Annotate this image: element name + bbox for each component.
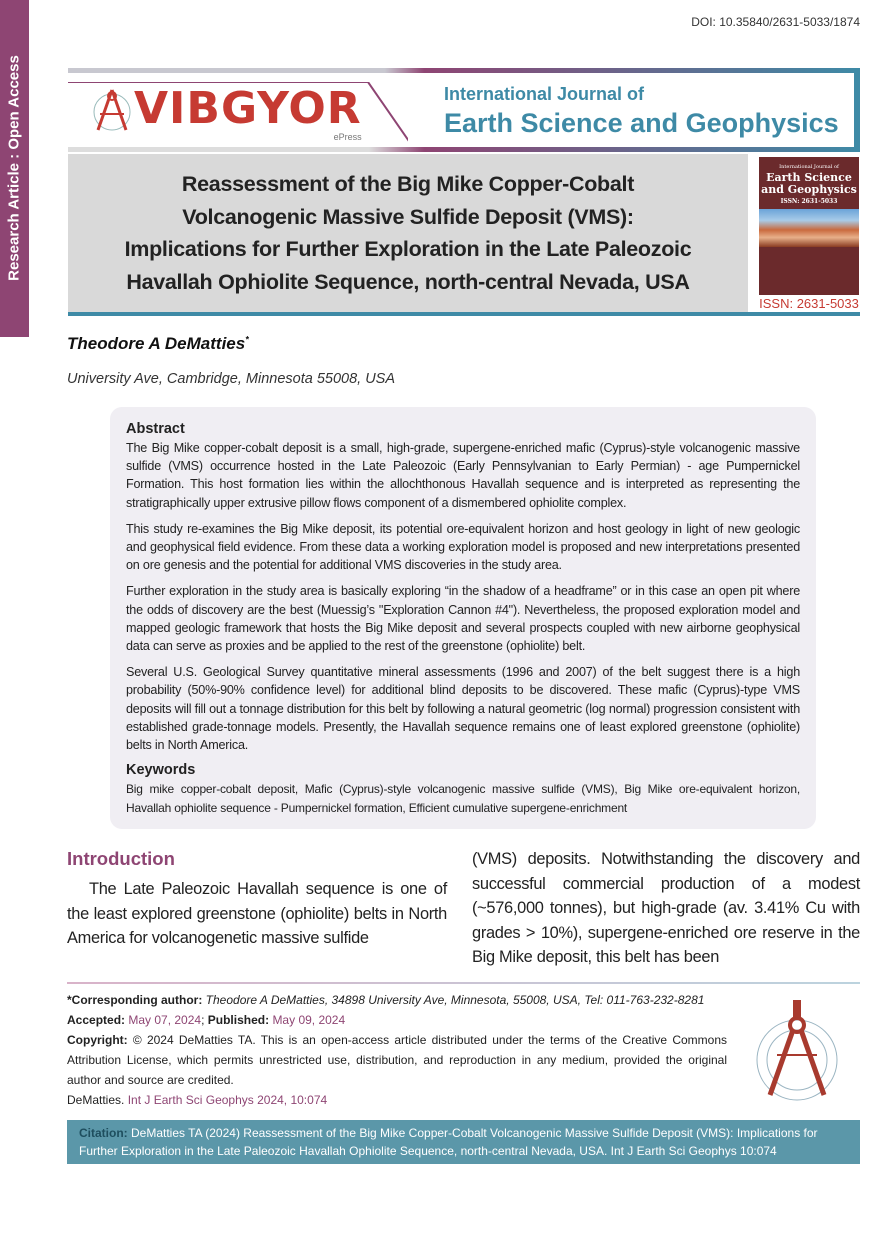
abstract-paragraph: This study re-examines the Big Mike deposit, its potential ore-equivalent horizon and host geology in light of new geologic and geophysical field evidence. From these data a working exploration model is proposed and new interpretations presented on ore genesis and the potential for additional VMS discoveries in the study area. xyxy=(126,521,800,573)
author-name xyxy=(67,334,249,354)
intro-column-1: The Late Paleozoic Havallah sequence is one of the least explored greenstone (ophiolite) belts in North America for volcanogenetic massive sulfide xyxy=(67,880,447,948)
dates: Accepted: May 07, 2024; Published: May 09, 2024 xyxy=(67,1012,346,1027)
cover-photo xyxy=(759,209,859,247)
publisher-sub: ePress xyxy=(333,132,362,142)
compass-logo-icon xyxy=(752,1000,842,1110)
compass-icon xyxy=(90,86,134,134)
header-top-line xyxy=(68,68,860,73)
doi[interactable]: DOI: 10.35840/2631-5033/1874 xyxy=(691,15,860,29)
copyright xyxy=(67,1030,727,1090)
title-line: Havallah Ophiolite Sequence, north-central Nevada, USA xyxy=(126,269,690,294)
journal-header xyxy=(68,68,860,152)
page-body xyxy=(67,407,860,1164)
introduction-heading: Introduction xyxy=(67,848,175,870)
publisher-name: VIBGYOR xyxy=(134,83,362,134)
article-title xyxy=(68,168,748,298)
intro-column-2: (VMS) deposits. Notwithstanding the discovery and successful commercial production of a modest (~576,000 tonnes), but high-grade (av. 3.41% Cu with grades > 10%), supergene-enriched ore reserve in the Big Mike deposit, this belt has been xyxy=(472,850,860,967)
abstract-paragraph: Several U.S. Geological Survey quantitative mineral assessments (1996 and 2007) of the belt suggest there is a high probability (50%-90% confidence level) for additional blind deposits to be discovered. These mafic (Cyprus)-type VMS deposits will fill out a tonnage distribution for this belt by following a natural geometric (log normal) progression consistent with established grade-tonnage models. Presently, the Havallah sequence remains one of least explored greenstone (ophiolite) belts in North America. xyxy=(126,665,800,753)
journal-name-line1: International Journal of xyxy=(444,84,645,104)
footer-info xyxy=(67,990,727,1110)
title-underline xyxy=(68,312,860,316)
accepted-date: May 07, 2024 xyxy=(128,1012,202,1027)
copyright-text: © 2024 DeMatties TA. This is an open-access article distributed under the terms of the Creative Commons Attribution License, which permits unrestricted use, distribution, and reproduction in any medium, provided the original author and source are credited. xyxy=(67,1032,727,1087)
keywords-heading: Keywords xyxy=(126,762,196,779)
citation-bar xyxy=(67,1120,860,1164)
short-author: DeMatties. xyxy=(67,1092,125,1107)
published-date: May 09, 2024 xyxy=(272,1012,346,1027)
article-type-label: Research Article : Open Access xyxy=(5,55,23,281)
cover-line3: ISSN: 2631-5033 xyxy=(780,198,838,205)
corr-text: Theodore A DeMatties, 34898 University Ave, Minnesota, 55008, USA, Tel: 011-763-232-8281 xyxy=(205,992,705,1007)
footer xyxy=(67,990,860,1110)
introduction-section xyxy=(67,847,860,970)
title-line: Reassessment of the Big Mike Copper-Cobalt xyxy=(181,172,635,196)
short-ref[interactable]: Int J Earth Sci Geophys 2024, 10:074 xyxy=(127,1092,328,1107)
journal-cover-image xyxy=(759,157,859,295)
publisher-wordmark xyxy=(134,83,362,143)
journal-name-line2: Earth Science and Geophysics xyxy=(444,108,839,138)
corr-label: *Corresponding author: xyxy=(67,992,203,1007)
author-mark: * xyxy=(245,334,249,345)
intro-left xyxy=(67,847,447,970)
published-label: Published: xyxy=(207,1012,270,1027)
cover-line2: Earth Science and Geophysics xyxy=(761,171,857,196)
footer-divider xyxy=(67,982,860,984)
author-affiliation: University Ave, Cambridge, Minnesota 55008, USA xyxy=(67,371,396,387)
header-right-edge xyxy=(854,68,860,152)
publisher-logo xyxy=(90,83,362,143)
abstract-paragraph: The Big Mike copper-cobalt deposit is a small, high-grade, supergene-enriched mafic (Cyprus)-style volcanogenic massive sulfide (VMS) occurrence hosted in the Late Paleozoic (Early Pennsylvanian to Early Permian) - age Pumpernickel Formation. This host formation lies within the allochthonous Havallah sequence and is interpreted as representing the stratigraphically upper extrusive pillow flows component of a dismembered ophiolite complex. xyxy=(126,441,800,510)
title-line: Implications for Further Exploration in the Late Paleozoic xyxy=(124,237,692,261)
article-type-sidebar xyxy=(0,0,29,337)
corresponding-author xyxy=(67,990,727,1010)
header-bottom-line xyxy=(68,147,860,152)
title-line: Volcanogenic Massive Sulfide Deposit (VMS): xyxy=(182,204,634,229)
abstract-heading: Abstract xyxy=(126,421,185,437)
citation-label: Citation: xyxy=(79,1125,128,1140)
abstract-paragraph: Further exploration in the study area is basically exploring “in the shadow of a headframe” or in this case an open pit where the odds of discovery are the best (Muessig’s "Exploration Cannon #4"). Nevertheless, the proposed exploration model and mapped geologic framework that hosts the Big Mike deposit and several prospects coupled with new airborne geophysical data can serve as proxies and be applied to the rest of the greenstone (ophiolite) belt. xyxy=(126,584,800,654)
abstract-box xyxy=(110,407,816,829)
keywords: Big mike copper-cobalt deposit, Mafic (Cyprus)-style volcanogenic massive sulfide (VMS), Big Mike ore-equivalent horizon, Havallah ophiolite sequence - Pumpernickel formation, Efficient cumulative supergene-enrichment xyxy=(126,782,800,815)
issn: ISSN: 2631-5033 xyxy=(759,296,859,311)
copyright-label: Copyright: xyxy=(67,1032,128,1047)
author-name-text: Theodore A DeMatties xyxy=(67,334,246,353)
citation-text: DeMatties TA (2024) Reassessment of the Big Mike Copper-Cobalt Volcanogenic Massive Sulfide Deposit (VMS): Implications for Further Exploration in the Late Paleozoic Havallah Ophiolite Sequence, north-central Nevada, USA. Int J Earth Sci Geophys 10:074 xyxy=(79,1125,818,1158)
cover-line1: International Journal of xyxy=(779,164,839,170)
accepted-label: Accepted: xyxy=(67,1012,126,1027)
short-reference xyxy=(67,1090,727,1110)
